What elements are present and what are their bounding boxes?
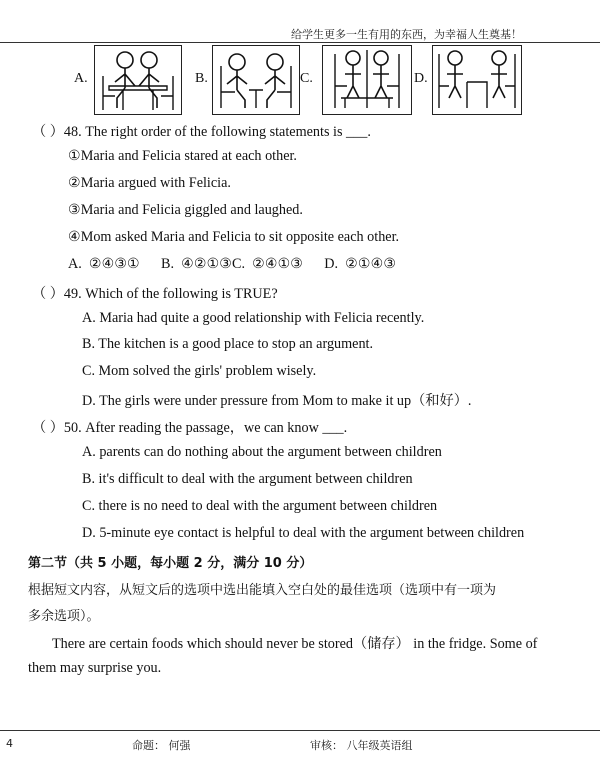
page-number: 4	[6, 737, 13, 750]
passage-line1: There are certain foods which should never be stored（储存） in the fridge. Some of	[52, 636, 538, 652]
footer-reviewer: 审核： 八年级英语组	[310, 739, 413, 752]
section2-instruction-line1: 根据短文内容，从短文后的选项中选出能填入空白处的最佳选项（选项中有一项为	[28, 583, 497, 598]
q48-stem: （ ）48. The right order of the following statements is ___.	[32, 124, 371, 140]
section2-instruction-line2: 多余选项）。	[28, 609, 100, 624]
footer-rule	[0, 730, 600, 731]
q49-option-c: C. Mom solved the girls' problem wisely.	[82, 363, 317, 379]
picture-d	[432, 45, 522, 115]
q49-stem: （ ）49. Which of the following is TRUE?	[32, 286, 278, 302]
option-c-label: C.	[300, 71, 313, 86]
q50-option-a: A. parents can do nothing about the argument between children	[82, 444, 442, 460]
q48-options: A. ②④③① B. ④②①③C. ②④①③ D. ②①④③	[68, 256, 397, 272]
header-rule	[0, 42, 600, 43]
passage-line2: them may surprise you.	[28, 660, 162, 676]
header-slogan: 给学生更多一生有用的东西，为幸福人生奠基！	[291, 28, 522, 41]
option-b-label: B.	[195, 71, 208, 86]
q50-option-b: B. it's difficult to deal with the argument between children	[82, 471, 413, 487]
footer-author: 命题： 何强	[132, 739, 191, 752]
option-d-label: D.	[414, 71, 428, 86]
q48-statement-4: ④Mom asked Maria and Felicia to sit opposite each other.	[68, 229, 400, 245]
q50-stem: （ ）50. After reading the passage，we can know ___.	[32, 420, 348, 436]
picture-c	[322, 45, 412, 115]
q48-statement-1: ①Maria and Felicia stared at each other.	[68, 148, 297, 164]
section2-title: 第二节（共 5 小题，每小题 2 分，满分 10 分）	[28, 556, 313, 571]
picture-a	[94, 45, 182, 115]
q49-option-a: A. Maria had quite a good relationship with Felicia recently.	[82, 310, 425, 326]
q50-option-c: C. there is no need to deal with the argument between children	[82, 498, 438, 514]
q49-option-d: D. The girls were under pressure from Mom to make it up（和好）.	[82, 393, 472, 409]
q50-option-d: D. 5-minute eye contact is helpful to deal with the argument between children	[82, 525, 525, 541]
q49-option-b: B. The kitchen is a good place to stop an argument.	[82, 336, 374, 352]
q48-statement-3: ③Maria and Felicia giggled and laughed.	[68, 202, 303, 218]
option-a-label: A.	[74, 71, 88, 86]
q48-statement-2: ②Maria argued with Felicia.	[68, 175, 231, 191]
picture-b	[212, 45, 300, 115]
